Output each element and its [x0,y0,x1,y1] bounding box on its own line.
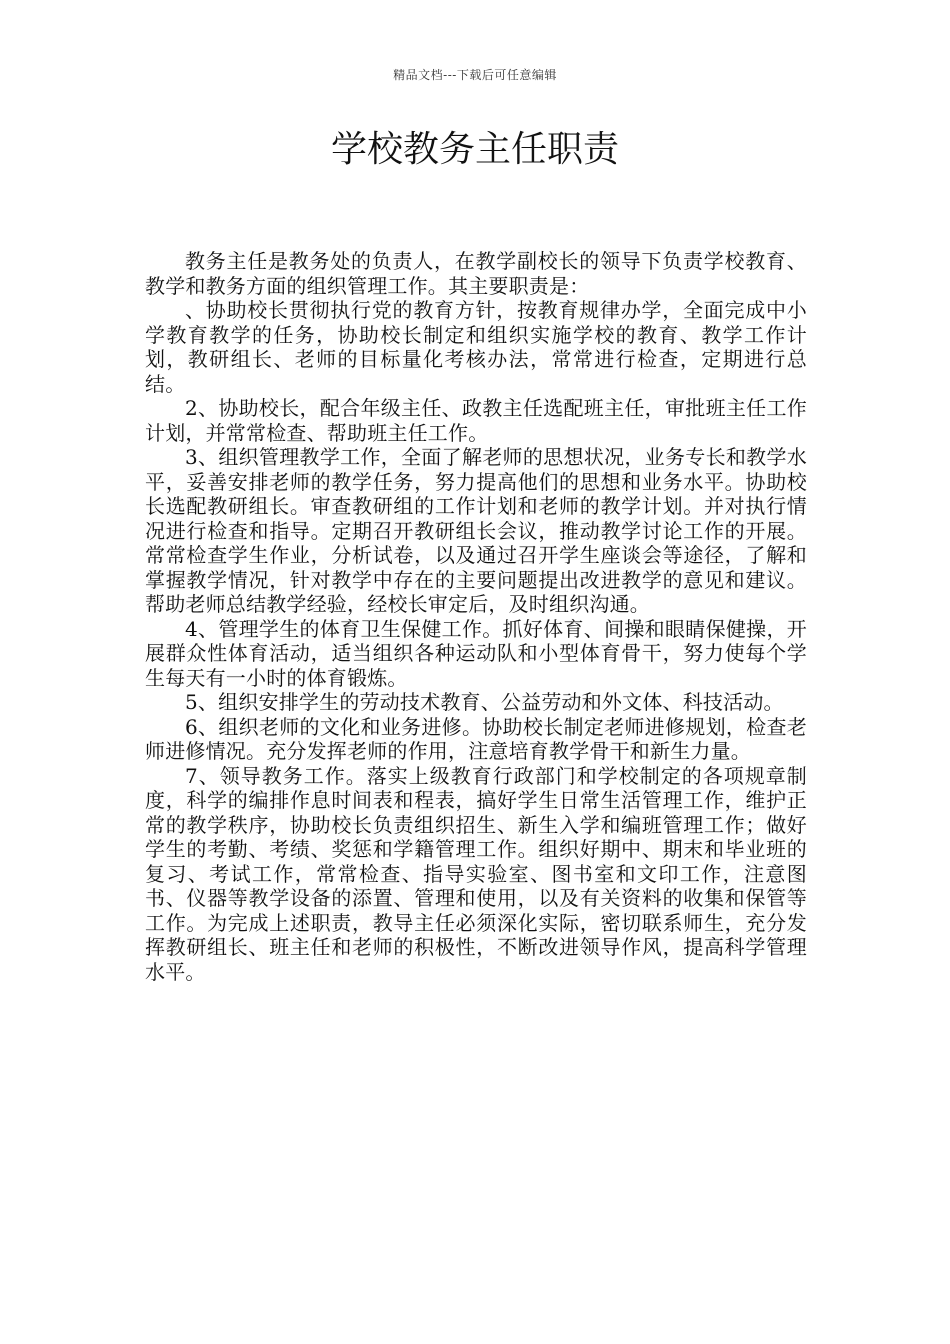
duty-paragraph-6: 6、组织老师的文化和业务进修。协助校长制定老师进修规划，检查老师进修情况。充分发挥老师的作用，注意培育教学骨干和新生力量。 [145,714,807,763]
duty-paragraph-1: 、协助校长贯彻执行党的教育方针，按教育规律办学，全面完成中小学教育教学的任务，协助校长制定和组织实施学校的教育、教学工作计划，教研组长、老师的目标量化考核办法，常常进行检查，定期进行总结。 [145,298,807,396]
duty-paragraph-2: 2、协助校长，配合年级主任、政教主任选配班主任，审批班主任工作计划，并常常检查、帮助班主任工作。 [145,396,807,445]
intro-paragraph: 教务主任是教务处的负责人，在教学副校长的领导下负责学校教育、教学和教务方面的组织管理工作。其主要职责是： [145,249,807,298]
header-note: 精品文档---下载后可任意编辑 [393,68,557,82]
duty-paragraph-3: 3、组织管理教学工作，全面了解老师的思想状况，业务专长和教学水平，妥善安排老师的教学任务，努力提高他们的思想和业务水平。协助校长选配教研组长。审查教研组的工作计划和老师的教学计划。并对执行情况进行检查和指导。定期召开教研组长会议，推动教学讨论工作的开展。常常检查学生作业，分析试卷，以及通过召开学生座谈会等途径，了解和掌握教学情况，针对教学中存在的主要问题提出改进教学的意见和建议。帮助老师总结教学经验，经校长审定后，及时组织沟通。 [145,445,807,616]
duty-paragraph-4: 4、管理学生的体育卫生保健工作。抓好体育、间操和眼睛保健操，开展群众性体育活动，适当组织各种运动队和小型体育骨干，努力使每个学生每天有一小时的体育锻炼。 [145,616,807,690]
document-title: 学校教务主任职责 [330,129,619,170]
duty-paragraph-5: 5、组织安排学生的劳动技术教育、公益劳动和外文体、科技活动。 [185,690,784,714]
duty-paragraph-7: 7、领导教务工作。落实上级教育行政部门和学校制定的各项规章制度，科学的编排作息时间表和程表，搞好学生日常生活管理工作，维护正常的教学秩序，协助校长负责组织招生、新生入学和编班管理工作；做好学生的考勤、考绩、奖惩和学籍管理工作。组织好期中、期末和毕业班的复习、考试工作，常常检查、指导实验室、图书室和文印工作，注意图书、仪器等教学设备的添置、管理和使用，以及有关资料的收集和保管等工作。为完成上述职责，教导主任必须深化实际，密切联系师生，充分发挥教研组长、班主任和老师的积极性，不断改进领导作风，提高科学管理水平。 [145,763,807,984]
document-body [145,249,807,984]
